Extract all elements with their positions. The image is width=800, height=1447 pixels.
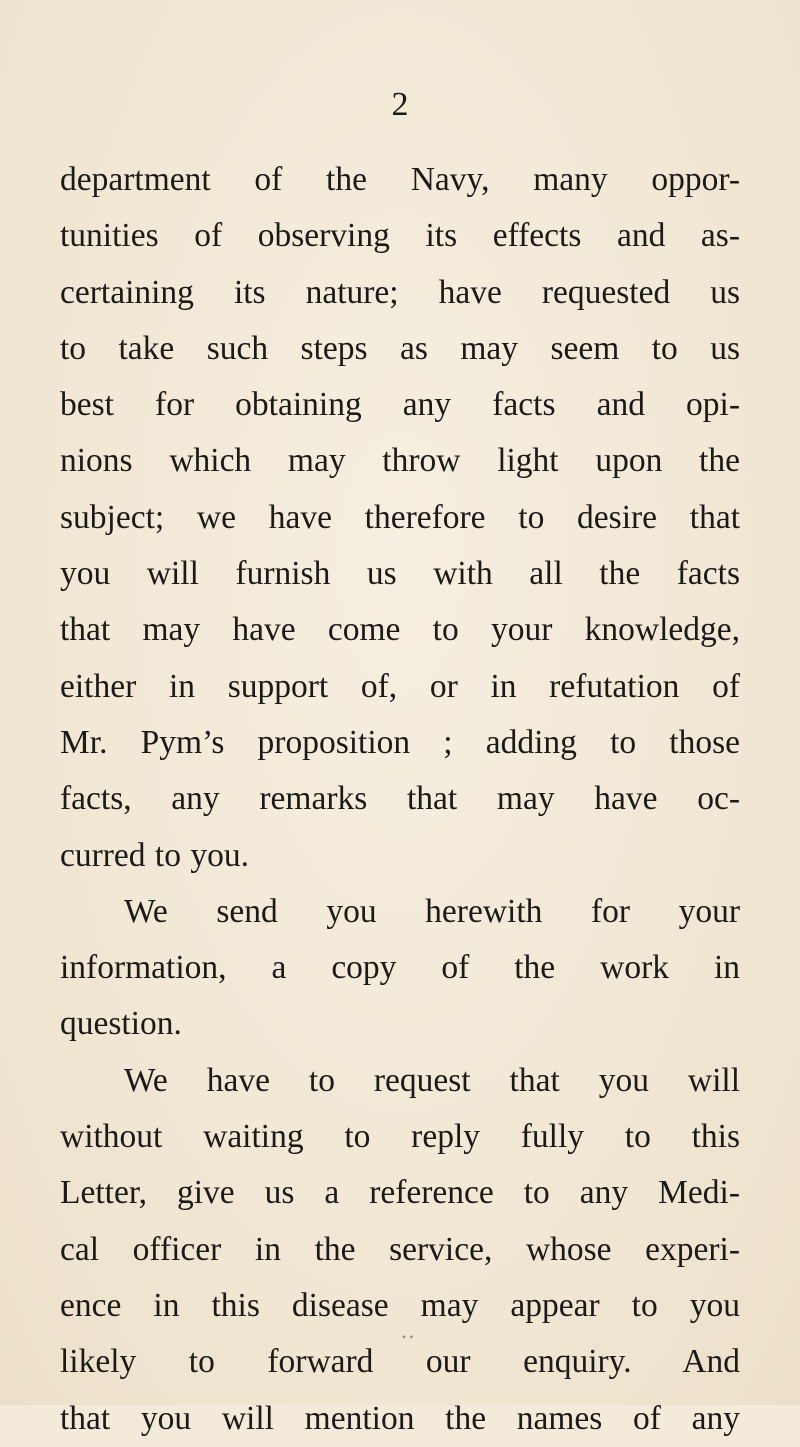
text-line: facts, any remarks that may have oc- [60, 780, 740, 818]
text-line: you will furnish us with all the facts [60, 555, 740, 593]
body-text [60, 152, 740, 1447]
text-line: cal officer in the service, whose experi- [60, 1230, 740, 1268]
text-line: likely to forward our enquiry. And [60, 1343, 740, 1381]
paragraph-first-line: We have to request that you will [124, 1061, 740, 1099]
text-line: information, a copy of the work in [60, 949, 740, 987]
text-line: Letter, give us a reference to any Medi- [60, 1174, 740, 1212]
text-line: certaining its nature; have requested us [60, 273, 740, 311]
text-line: to take such steps as may seem to us [60, 329, 740, 367]
text-line: Mr. Pym’s proposition ; adding to those [60, 723, 740, 761]
text-line: that you will mention the names of any [60, 1399, 740, 1437]
text-line: question. [60, 1005, 182, 1043]
text-line: tunities of observing its effects and as- [60, 217, 740, 255]
text-line: subject; we have therefore to desire that [60, 498, 740, 536]
text-line: that may have come to your knowledge, [60, 611, 740, 649]
text-line: nions which may throw light upon the [60, 442, 740, 480]
text-line: ence in this disease may appear to you [60, 1286, 740, 1324]
text-line: curred to you. [60, 836, 249, 874]
text-line: department of the Navy, many oppor- [60, 161, 740, 198]
text-line: without waiting to reply fully to this [60, 1118, 740, 1156]
paragraph-first-line: We send you herewith for your [124, 892, 740, 930]
text-line: best for obtaining any facts and opi- [60, 386, 740, 424]
text-line: either in support of, or in refutation of [60, 667, 740, 705]
page-number: 2 [391, 86, 409, 123]
paper-speck: • • [402, 1330, 414, 1344]
